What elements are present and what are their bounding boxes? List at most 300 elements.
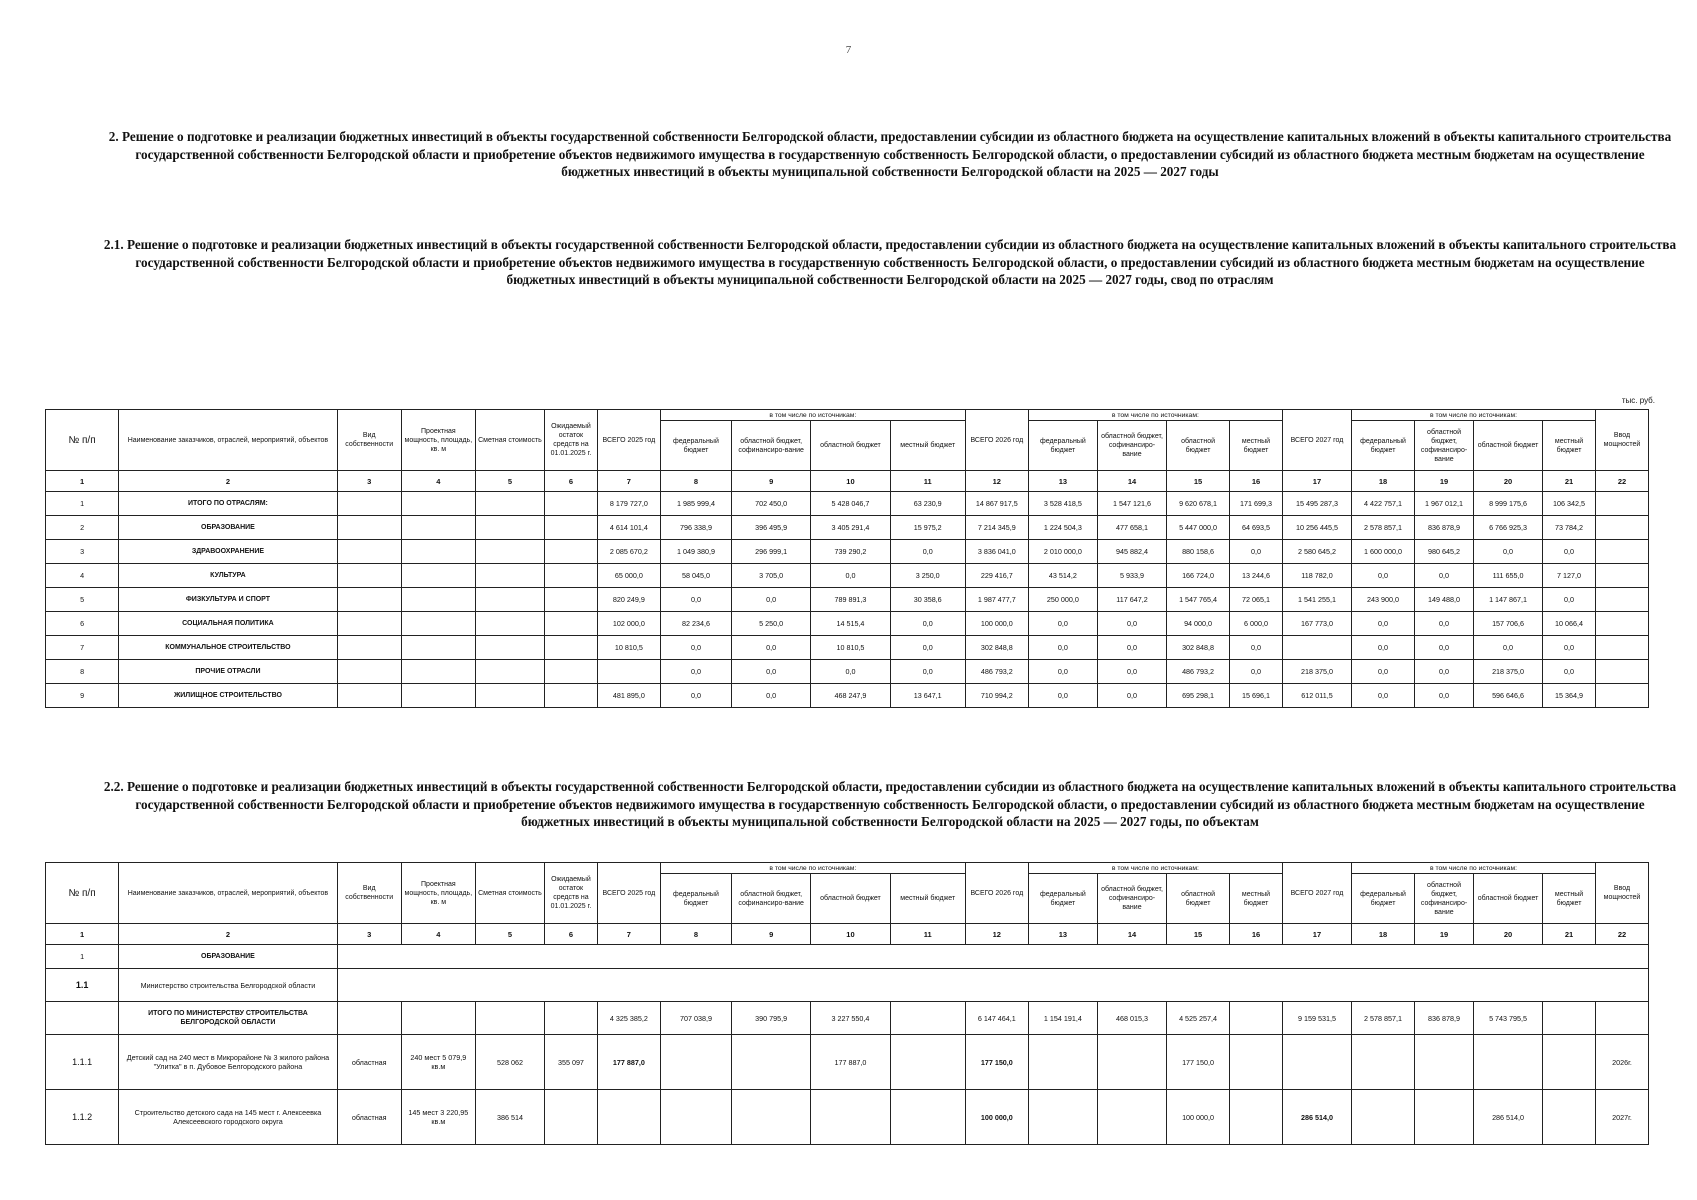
cell-total-2025 bbox=[597, 1090, 660, 1145]
cell-c15: 695 298,1 bbox=[1167, 684, 1230, 708]
cell-c8: 82 234,6 bbox=[660, 612, 731, 636]
cell-c17: 15 495 287,3 bbox=[1282, 492, 1351, 516]
cell-vvod bbox=[1595, 684, 1648, 708]
cell-c21: 15 364,9 bbox=[1543, 684, 1596, 708]
col-header-vvod: Ввод мощностей bbox=[1595, 410, 1648, 471]
cell bbox=[401, 492, 475, 516]
cell bbox=[475, 516, 544, 540]
row-number: 1 bbox=[46, 492, 119, 516]
cell-c7 bbox=[597, 660, 660, 684]
cell-c17: 2 580 645,2 bbox=[1282, 540, 1351, 564]
cell-c9: 0,0 bbox=[732, 684, 811, 708]
col-number-cell: 2 bbox=[119, 471, 338, 492]
col-number-cell: 22 bbox=[1595, 924, 1648, 945]
table-row bbox=[46, 660, 1649, 684]
col-number-cell: 7 bbox=[597, 924, 660, 945]
cell-c16: 0,0 bbox=[1230, 660, 1283, 684]
cell-c10: 789 891,3 bbox=[811, 588, 890, 612]
cell bbox=[401, 1002, 475, 1035]
cell-c9: 396 495,9 bbox=[732, 516, 811, 540]
cell-c9: 296 999,1 bbox=[732, 540, 811, 564]
cell-c19: 0,0 bbox=[1415, 612, 1474, 636]
col-header-obl: областной бюджет bbox=[1167, 421, 1230, 471]
cell-local-2025 bbox=[890, 1035, 965, 1090]
cell-total-2027: 9 159 531,5 bbox=[1282, 1002, 1351, 1035]
object-number: 1.1.2 bbox=[46, 1090, 119, 1145]
cell-c16: 72 065,1 bbox=[1230, 588, 1283, 612]
cell-c7: 8 179 727,0 bbox=[597, 492, 660, 516]
cell bbox=[545, 684, 598, 708]
cell-c8: 0,0 bbox=[660, 684, 731, 708]
col-header-total-2025: ВСЕГО 2025 год bbox=[597, 410, 660, 471]
col-header-total-2026: ВСЕГО 2026 год bbox=[965, 863, 1028, 924]
col-number-cell: 4 bbox=[401, 924, 475, 945]
page-number: 7 bbox=[845, 44, 852, 56]
col-number-cell: 21 bbox=[1543, 924, 1596, 945]
sector-name: ЗДРАВООХРАНЕНИЕ bbox=[119, 540, 338, 564]
cell-c11: 3 250,0 bbox=[890, 564, 965, 588]
col-number-cell: 1 bbox=[46, 471, 119, 492]
cell-c21: 73 784,2 bbox=[1543, 516, 1596, 540]
col-header-sources-2027: в том числе по источникам: bbox=[1352, 863, 1596, 874]
cell-c19: 1 967 012,1 bbox=[1415, 492, 1474, 516]
cell-obl-2026: 177 150,0 bbox=[1167, 1035, 1230, 1090]
cell-c18: 0,0 bbox=[1352, 684, 1415, 708]
cell-c7: 65 000,0 bbox=[597, 564, 660, 588]
col-number-cell: 19 bbox=[1415, 924, 1474, 945]
cell-c20: 0,0 bbox=[1474, 540, 1543, 564]
table-row bbox=[46, 612, 1649, 636]
col-number-cell: 13 bbox=[1028, 924, 1097, 945]
cell-c9: 0,0 bbox=[732, 636, 811, 660]
cell-local-2025 bbox=[890, 1090, 965, 1145]
ministry-total-number bbox=[46, 1002, 119, 1035]
table-row bbox=[46, 684, 1649, 708]
cell-c21: 0,0 bbox=[1543, 636, 1596, 660]
cell-c11: 0,0 bbox=[890, 660, 965, 684]
cell bbox=[337, 492, 401, 516]
col-header-sources-2026: в том числе по источникам: bbox=[1028, 863, 1282, 874]
col-number-cell: 9 bbox=[732, 471, 811, 492]
cell-c17 bbox=[1282, 636, 1351, 660]
cell-c9: 0,0 bbox=[732, 660, 811, 684]
cell bbox=[475, 492, 544, 516]
cell bbox=[401, 636, 475, 660]
section-heading-2: 2. Решение о подготовке и реализации бюджетных инвестиций в объекты государственной собственности Белгородской области, предоставлении субсидии из областного бюджета на осуществление капитальных вложений в объекты капитального строительства государственной собственности Белгородской области и приобретение объектов недвижимого имущества в государственную собственность Белгородской области, о предоставлении субсидий из областного бюджета местным бюджетам на осуществление бюджетных инвестиций в объекты муниципальной собственности Белгородской области на 2025 — 2027 годы bbox=[108, 129, 1672, 179]
cell-c18: 0,0 bbox=[1352, 612, 1415, 636]
cell-local-2026 bbox=[1230, 1090, 1283, 1145]
cell bbox=[545, 564, 598, 588]
cell-c15: 302 848,8 bbox=[1167, 636, 1230, 660]
col-number-cell: 17 bbox=[1282, 924, 1351, 945]
object-number: 1.1.1 bbox=[46, 1035, 119, 1090]
cell-obl-2027: 5 743 795,5 bbox=[1474, 1002, 1543, 1035]
cell bbox=[545, 612, 598, 636]
col-number-cell: 19 bbox=[1415, 471, 1474, 492]
cell-c8: 796 338,9 bbox=[660, 516, 731, 540]
cell-fed-2026: 1 154 191,4 bbox=[1028, 1002, 1097, 1035]
cell-c15: 94 000,0 bbox=[1167, 612, 1230, 636]
cell-local-2027 bbox=[1543, 1035, 1596, 1090]
cell-c14: 1 547 121,6 bbox=[1097, 492, 1166, 516]
cell bbox=[545, 660, 598, 684]
cell-c19: 0,0 bbox=[1415, 684, 1474, 708]
cell-c13: 0,0 bbox=[1028, 636, 1097, 660]
col-header-total-2025: ВСЕГО 2025 год bbox=[597, 863, 660, 924]
cell-c13: 43 514,2 bbox=[1028, 564, 1097, 588]
row-number: 6 bbox=[46, 612, 119, 636]
cell-c17: 118 782,0 bbox=[1282, 564, 1351, 588]
cell-c15: 486 793,2 bbox=[1167, 660, 1230, 684]
col-header-no: № п/п bbox=[46, 863, 119, 924]
col-number-cell: 11 bbox=[890, 924, 965, 945]
cell-c16: 0,0 bbox=[1230, 540, 1283, 564]
object-remain bbox=[545, 1090, 598, 1145]
cell-c7: 4 614 101,4 bbox=[597, 516, 660, 540]
cell-fed-2026 bbox=[1028, 1035, 1097, 1090]
cell-c19: 0,0 bbox=[1415, 564, 1474, 588]
cell-c21: 7 127,0 bbox=[1543, 564, 1596, 588]
cell-c19: 0,0 bbox=[1415, 660, 1474, 684]
cell-fed-2025 bbox=[660, 1035, 731, 1090]
cell-c14: 0,0 bbox=[1097, 660, 1166, 684]
cell-c12: 229 416,7 bbox=[965, 564, 1028, 588]
cell-vvod bbox=[1595, 492, 1648, 516]
col-number-cell: 7 bbox=[597, 471, 660, 492]
cell-c12: 14 867 917,5 bbox=[965, 492, 1028, 516]
row-number: 9 bbox=[46, 684, 119, 708]
cell bbox=[545, 1002, 598, 1035]
cell-c15: 9 620 678,1 bbox=[1167, 492, 1230, 516]
col-number-cell: 6 bbox=[545, 924, 598, 945]
cell-c13: 0,0 bbox=[1028, 684, 1097, 708]
cell-cofin-2025 bbox=[732, 1035, 811, 1090]
cell-c13: 0,0 bbox=[1028, 660, 1097, 684]
cell-c11: 30 358,6 bbox=[890, 588, 965, 612]
cell-c20: 218 375,0 bbox=[1474, 660, 1543, 684]
col-header-cost: Сметная стоимость bbox=[475, 863, 544, 924]
cell-c12: 710 994,2 bbox=[965, 684, 1028, 708]
cell bbox=[337, 516, 401, 540]
col-number-cell: 12 bbox=[965, 471, 1028, 492]
cell bbox=[475, 588, 544, 612]
cell-cofin-2027: 836 878,9 bbox=[1415, 1002, 1474, 1035]
cell-cofin-2025 bbox=[732, 1090, 811, 1145]
object-name: Строительство детского сада на 145 мест г. Алексеевка Алексеевского городского округа bbox=[119, 1090, 338, 1145]
cell-c12: 100 000,0 bbox=[965, 612, 1028, 636]
cell-c9: 0,0 bbox=[732, 588, 811, 612]
cell bbox=[545, 636, 598, 660]
col-header-obl: областной бюджет bbox=[811, 421, 890, 471]
cell-c20: 8 999 175,6 bbox=[1474, 492, 1543, 516]
col-header-vid: Вид собственности bbox=[337, 863, 401, 924]
cell bbox=[401, 684, 475, 708]
col-header-fed: федеральный бюджет bbox=[660, 421, 731, 471]
cell-c14: 0,0 bbox=[1097, 684, 1166, 708]
col-number-cell: 9 bbox=[732, 924, 811, 945]
cell-fed-2025: 707 038,9 bbox=[660, 1002, 731, 1035]
cell-c14: 477 658,1 bbox=[1097, 516, 1166, 540]
cell-c8: 1 985 999,4 bbox=[660, 492, 731, 516]
cell-cofin-2027 bbox=[1415, 1090, 1474, 1145]
cell-c9: 5 250,0 bbox=[732, 612, 811, 636]
cell-c11: 0,0 bbox=[890, 540, 965, 564]
cell-fed-2027 bbox=[1352, 1035, 1415, 1090]
section-heading-2-1: 2.1. Решение о подготовке и реализации бюджетных инвестиций в объекты государственной собственности Белгородской области, предоставлении субсидии из областного бюджета на осуществление капитальных вложений в объекты капитального строительства государственной собственности Белгородской области и приобретение объектов недвижимого имущества в государственную собственность Белгородской области, о предоставлении субсидий из областного бюджета местным бюджетам на осуществление бюджетных инвестиций в объекты муниципальной собственности Белгородской области на 2025 — 2027 годы, свод по отраслям bbox=[103, 237, 1677, 287]
cell-c15: 1 547 765,4 bbox=[1167, 588, 1230, 612]
col-number-cell: 18 bbox=[1352, 471, 1415, 492]
col-number-cell: 5 bbox=[475, 924, 544, 945]
cell-c15: 5 447 000,0 bbox=[1167, 516, 1230, 540]
col-header-power: Проектная мощность, площадь, кв. м bbox=[401, 863, 475, 924]
cell-fed-2027: 2 578 857,1 bbox=[1352, 1002, 1415, 1035]
cell-c11: 0,0 bbox=[890, 636, 965, 660]
cell bbox=[401, 516, 475, 540]
table-row bbox=[46, 588, 1649, 612]
cell-total-2026: 100 000,0 bbox=[965, 1090, 1028, 1145]
cell bbox=[475, 1002, 544, 1035]
cell bbox=[337, 660, 401, 684]
cell-c13: 2 010 000,0 bbox=[1028, 540, 1097, 564]
object-vid: областная bbox=[337, 1090, 401, 1145]
col-header-sources-2026: в том числе по источникам: bbox=[1028, 410, 1282, 421]
col-number-cell: 1 bbox=[46, 924, 119, 945]
summary-by-sector-table bbox=[45, 409, 1649, 708]
col-number-cell: 14 bbox=[1097, 924, 1166, 945]
object-remain: 355 097 bbox=[545, 1035, 598, 1090]
cell-c11: 13 647,1 bbox=[890, 684, 965, 708]
cell-c16: 171 699,3 bbox=[1230, 492, 1283, 516]
col-header-total-2027: ВСЕГО 2027 год bbox=[1282, 863, 1351, 924]
cell-vvod bbox=[1595, 516, 1648, 540]
sector-name: ФИЗКУЛЬТУРА И СПОРТ bbox=[119, 588, 338, 612]
sector-name: ОБРАЗОВАНИЕ bbox=[119, 516, 338, 540]
col-number-cell: 10 bbox=[811, 924, 890, 945]
col-header-sources-2025: в том числе по источникам: bbox=[660, 863, 965, 874]
cell-vvod bbox=[1595, 636, 1648, 660]
cell-c17: 167 773,0 bbox=[1282, 612, 1351, 636]
cell-c15: 880 158,6 bbox=[1167, 540, 1230, 564]
cell-total-2025: 177 887,0 bbox=[597, 1035, 660, 1090]
cell-c18: 1 600 000,0 bbox=[1352, 540, 1415, 564]
col-number-cell: 13 bbox=[1028, 471, 1097, 492]
cell bbox=[337, 684, 401, 708]
ministry-filler bbox=[337, 969, 1648, 1002]
cell-obl-2025 bbox=[811, 1090, 890, 1145]
sector-name: ПРОЧИЕ ОТРАСЛИ bbox=[119, 660, 338, 684]
cell-c17: 218 375,0 bbox=[1282, 660, 1351, 684]
col-header-obl: областной бюджет bbox=[1474, 874, 1543, 924]
row-number: 2 bbox=[46, 516, 119, 540]
cell-local-2026 bbox=[1230, 1002, 1283, 1035]
cell bbox=[337, 612, 401, 636]
cell-c14: 945 882,4 bbox=[1097, 540, 1166, 564]
cell-c16: 6 000,0 bbox=[1230, 612, 1283, 636]
row-number: 7 bbox=[46, 636, 119, 660]
cell-c19: 980 645,2 bbox=[1415, 540, 1474, 564]
cell-c20: 6 766 925,3 bbox=[1474, 516, 1543, 540]
cell-obl-2027 bbox=[1474, 1035, 1543, 1090]
cell bbox=[545, 540, 598, 564]
cell-vvod bbox=[1595, 612, 1648, 636]
cell-c11: 0,0 bbox=[890, 612, 965, 636]
cell-c21: 0,0 bbox=[1543, 588, 1596, 612]
cell bbox=[401, 540, 475, 564]
cell-c8: 58 045,0 bbox=[660, 564, 731, 588]
cell-vvod bbox=[1595, 588, 1648, 612]
cell-c17: 1 541 255,1 bbox=[1282, 588, 1351, 612]
cell-obl-2027: 286 514,0 bbox=[1474, 1090, 1543, 1145]
ministry-name: Министерство строительства Белгородской области bbox=[119, 969, 338, 1002]
col-number-cell: 10 bbox=[811, 471, 890, 492]
cell-c7: 102 000,0 bbox=[597, 612, 660, 636]
col-header-cofin: областной бюджет, софинансиро-вание bbox=[1415, 421, 1474, 471]
cell bbox=[337, 564, 401, 588]
cell bbox=[475, 684, 544, 708]
col-header-cofin: областной бюджет, софинансиро-вание bbox=[732, 874, 811, 924]
cell-c10: 468 247,9 bbox=[811, 684, 890, 708]
table-row bbox=[46, 564, 1649, 588]
cell bbox=[401, 660, 475, 684]
col-header-power: Проектная мощность, площадь, кв. м bbox=[401, 410, 475, 471]
cell-vvod bbox=[1595, 660, 1648, 684]
col-number-cell: 16 bbox=[1230, 924, 1283, 945]
cell-c10: 10 810,5 bbox=[811, 636, 890, 660]
col-header-cofin: областной бюджет, софинансиро-вание bbox=[732, 421, 811, 471]
col-header-obl: областной бюджет bbox=[1474, 421, 1543, 471]
cell-c12: 486 793,2 bbox=[965, 660, 1028, 684]
col-header-local: местный бюджет bbox=[1230, 874, 1283, 924]
cell bbox=[475, 564, 544, 588]
col-number-cell: 22 bbox=[1595, 471, 1648, 492]
col-header-local: местный бюджет bbox=[890, 874, 965, 924]
object-vid: областная bbox=[337, 1035, 401, 1090]
units-label: тыс. руб. bbox=[1621, 396, 1655, 405]
cell-c20: 111 655,0 bbox=[1474, 564, 1543, 588]
col-header-fed: федеральный бюджет bbox=[1028, 421, 1097, 471]
cell bbox=[545, 588, 598, 612]
cell-vvod: 2026г. bbox=[1595, 1035, 1648, 1090]
col-header-vvod: Ввод мощностей bbox=[1595, 863, 1648, 924]
cell-obl-2025: 3 227 550,4 bbox=[811, 1002, 890, 1035]
col-header-cofin: областной бюджет, софинансиро-вание bbox=[1097, 874, 1166, 924]
cell-c13: 250 000,0 bbox=[1028, 588, 1097, 612]
sector-name: КУЛЬТУРА bbox=[119, 564, 338, 588]
section-filler bbox=[337, 945, 1648, 969]
cell-cofin-2026: 468 015,3 bbox=[1097, 1002, 1166, 1035]
cell bbox=[475, 612, 544, 636]
sector-name: ИТОГО ПО ОТРАСЛЯМ: bbox=[119, 492, 338, 516]
cell-c7: 481 895,0 bbox=[597, 684, 660, 708]
cell-c12: 3 836 041,0 bbox=[965, 540, 1028, 564]
cell-c14: 5 933,9 bbox=[1097, 564, 1166, 588]
cell-c12: 7 214 345,9 bbox=[965, 516, 1028, 540]
cell-c8: 0,0 bbox=[660, 588, 731, 612]
cell-c18: 243 900,0 bbox=[1352, 588, 1415, 612]
cell-total-2025: 4 325 385,2 bbox=[597, 1002, 660, 1035]
cell-c15: 166 724,0 bbox=[1167, 564, 1230, 588]
cell-c18: 0,0 bbox=[1352, 636, 1415, 660]
cell bbox=[337, 588, 401, 612]
cell-total-2027: 286 514,0 bbox=[1282, 1090, 1351, 1145]
cell-c20: 157 706,6 bbox=[1474, 612, 1543, 636]
col-header-cofin: областной бюджет, софинансиро-вание bbox=[1097, 421, 1166, 471]
cell-fed-2026 bbox=[1028, 1090, 1097, 1145]
cell-c18: 4 422 757,1 bbox=[1352, 492, 1415, 516]
cell bbox=[401, 612, 475, 636]
cell-c13: 1 224 504,3 bbox=[1028, 516, 1097, 540]
cell-c11: 63 230,9 bbox=[890, 492, 965, 516]
table-row bbox=[46, 492, 1649, 516]
col-number-cell: 8 bbox=[660, 924, 731, 945]
cell-obl-2025: 177 887,0 bbox=[811, 1035, 890, 1090]
col-header-sources-2027: в том числе по источникам: bbox=[1352, 410, 1596, 421]
col-header-local: местный бюджет bbox=[890, 421, 965, 471]
cell bbox=[337, 540, 401, 564]
cell-c8: 0,0 bbox=[660, 660, 731, 684]
object-name: Детский сад на 240 мест в Микрорайоне № 3 жилого района "Улитка" в п. Дубовое Белгородского района bbox=[119, 1035, 338, 1090]
cell bbox=[545, 492, 598, 516]
col-number-cell: 12 bbox=[965, 924, 1028, 945]
cell-c16: 13 244,6 bbox=[1230, 564, 1283, 588]
cell-c14: 117 647,2 bbox=[1097, 588, 1166, 612]
col-header-obl: областной бюджет bbox=[811, 874, 890, 924]
col-header-fed: федеральный бюджет bbox=[1352, 874, 1415, 924]
cell-c20: 1 147 867,1 bbox=[1474, 588, 1543, 612]
cell-c14: 0,0 bbox=[1097, 636, 1166, 660]
cell-c7: 2 085 670,2 bbox=[597, 540, 660, 564]
cell-c10: 739 290,2 bbox=[811, 540, 890, 564]
col-header-local: местный бюджет bbox=[1543, 421, 1596, 471]
object-cost: 528 062 bbox=[475, 1035, 544, 1090]
col-number-cell: 16 bbox=[1230, 471, 1283, 492]
ministry-total-name: ИТОГО ПО МИНИСТЕРСТВУ СТРОИТЕЛЬСТВА БЕЛГОРОДСКОЙ ОБЛАСТИ bbox=[119, 1002, 338, 1035]
col-header-fed: федеральный бюджет bbox=[1028, 874, 1097, 924]
sector-name: ЖИЛИЩНОЕ СТРОИТЕЛЬСТВО bbox=[119, 684, 338, 708]
col-header-vid: Вид собственности bbox=[337, 410, 401, 471]
col-number-cell: 14 bbox=[1097, 471, 1166, 492]
cell-c21: 0,0 bbox=[1543, 660, 1596, 684]
cell-vvod bbox=[1595, 540, 1648, 564]
section-name: ОБРАЗОВАНИЕ bbox=[119, 945, 338, 969]
col-header-fed: федеральный бюджет bbox=[660, 874, 731, 924]
cell-c9: 3 705,0 bbox=[732, 564, 811, 588]
col-number-cell: 20 bbox=[1474, 471, 1543, 492]
section-number: 1 bbox=[46, 945, 119, 969]
cell-c17: 10 256 445,5 bbox=[1282, 516, 1351, 540]
cell bbox=[475, 660, 544, 684]
col-number-cell: 15 bbox=[1167, 471, 1230, 492]
ministry-number: 1.1 bbox=[46, 969, 119, 1002]
cell-c18: 2 578 857,1 bbox=[1352, 516, 1415, 540]
cell bbox=[401, 564, 475, 588]
cell-c19: 149 488,0 bbox=[1415, 588, 1474, 612]
col-header-total-2026: ВСЕГО 2026 год bbox=[965, 410, 1028, 471]
cell-c16: 0,0 bbox=[1230, 636, 1283, 660]
col-header-cofin: областной бюджет, софинансиро-вание bbox=[1415, 874, 1474, 924]
col-number-cell: 17 bbox=[1282, 471, 1351, 492]
by-object-table bbox=[45, 862, 1649, 1145]
row-number: 3 bbox=[46, 540, 119, 564]
cell-c7: 820 249,9 bbox=[597, 588, 660, 612]
cell-cofin-2026 bbox=[1097, 1090, 1166, 1145]
col-header-name: Наименование заказчиков, отраслей, мероприятий, объектов bbox=[119, 863, 338, 924]
cell-local-2025 bbox=[890, 1002, 965, 1035]
table-row bbox=[46, 636, 1649, 660]
cell-c21: 0,0 bbox=[1543, 540, 1596, 564]
cell-c10: 14 515,4 bbox=[811, 612, 890, 636]
cell-local-2027 bbox=[1543, 1002, 1596, 1035]
